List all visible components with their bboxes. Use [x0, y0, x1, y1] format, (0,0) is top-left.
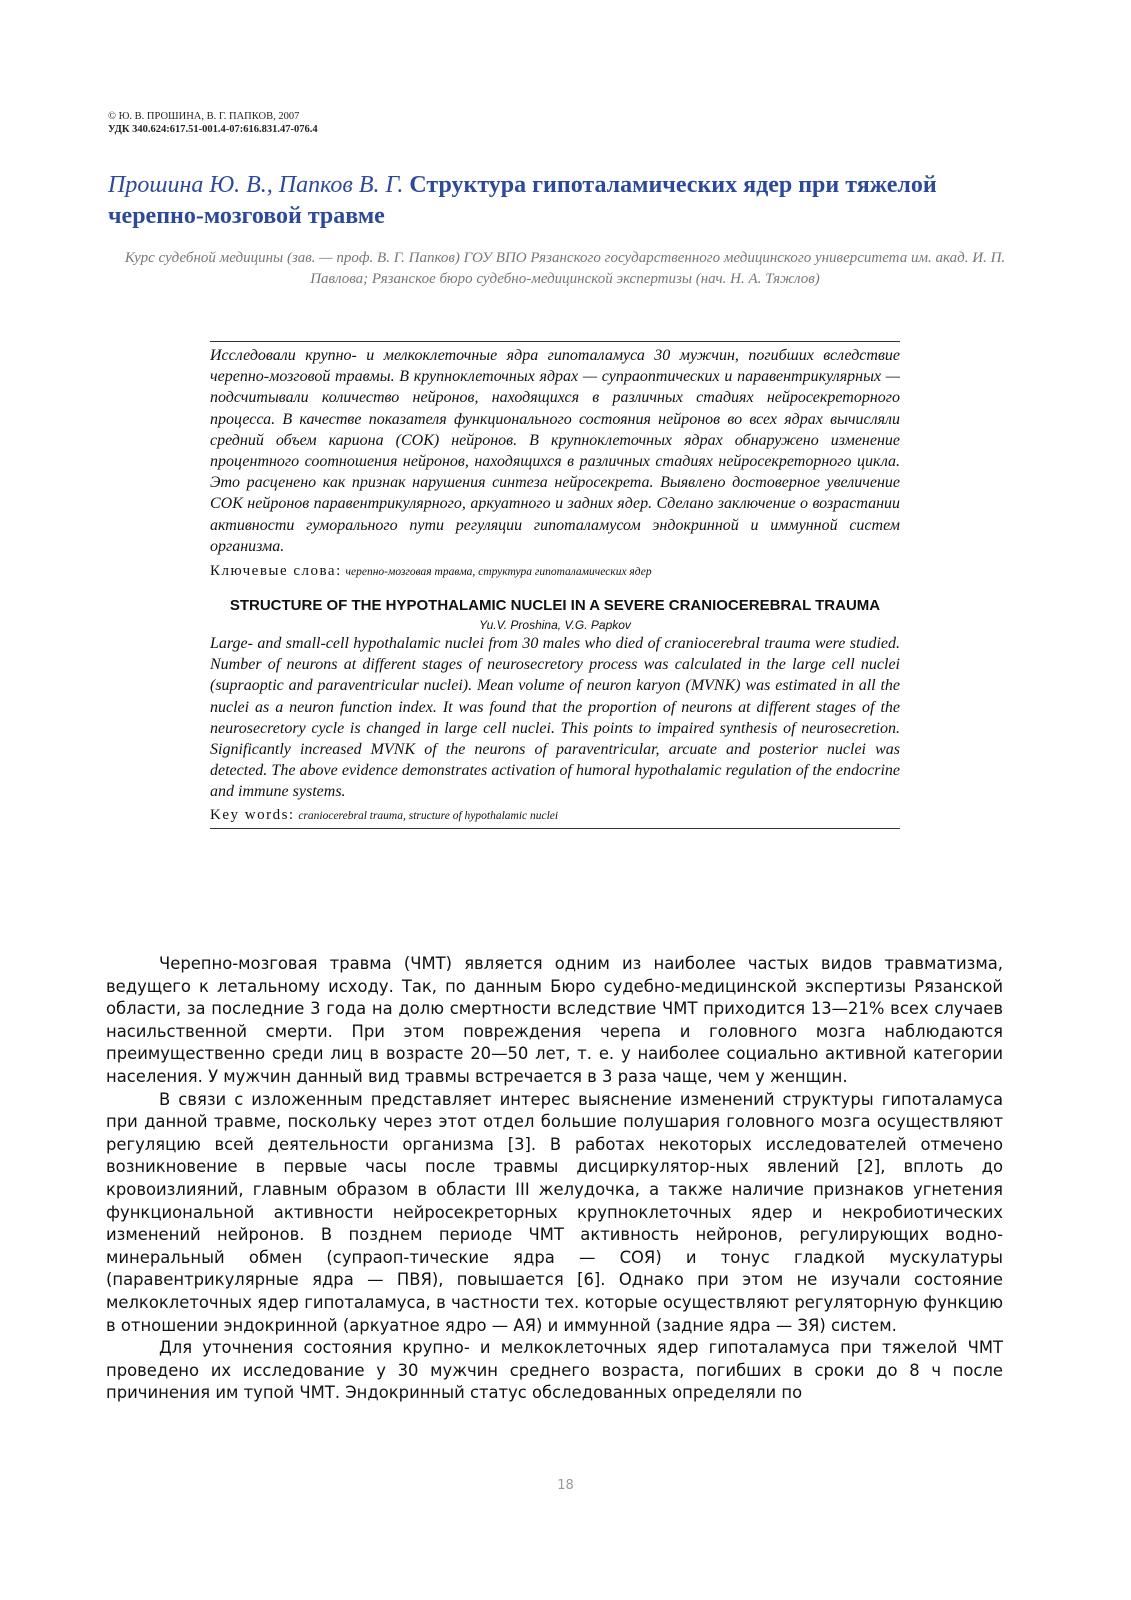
header-meta: [108, 110, 318, 136]
body-text: [106, 953, 1003, 1405]
abstract-en: Large- and small-cell hypothalamic nuclei from 30 males who died of craniocerebral trauma were studied. Number of neurons at different stages of neurosecretory process was calculated in the large cell nuclei (supraoptic and paraventricular nuclei). Mean volume of neuron karyon (MVNK) was estimated in all the nuclei as a neuron function index. It was found that the proportion of neurons at different stages of the neurosecretory cycle is changed in large cell nuclei. This points to impaired synthesis of neurosecretion. Significantly increased MVNK of the neurons of paraventricular, arcuate and posterior nuclei was detected. The above evidence demonstrates activation of humoral hypothalamic regulation of the endocrine and immune systems.: [210, 635, 900, 801]
keywords-ru-text: черепно-мозговая травма, структура гипоталамических ядер: [345, 566, 652, 579]
abstract-en-title: STRUCTURE OF THE HYPOTHALAMIC NUCLEI IN A SEVERE CRANIOCEREBRAL TRAUMA: [229, 597, 881, 615]
article-heading: [108, 170, 1008, 232]
affiliation: Курс судебной медицины (зав. — проф. В. Г. Папков) ГОУ ВПО Рязанского государственного медицинского университета им. акад. И. П. Павлова; Рязанское бюро судебно-медицинской экспертизы (нач. Н. А. Тяжлов): [124, 250, 1006, 287]
keywords-ru: [210, 561, 900, 582]
abstract-ru: Исследовали крупно- и мелкоклеточные ядра гипоталамуса 30 мужчин, погибших вследствие черепно-мозговой травмы. В крупноклеточных ядрах — супраоптических и паравентрикулярных — подсчитывали количество нейронов, находящихся в различных стадиях нейросекреторного процесса. В качестве показателя функционального состояния нейронов во всех ядрах вычисляли средний объем кариона (СОК) нейронов. В крупноклеточных ядрах обнаружено изменение процентного соотношения нейронов, находящихся в различных стадиях нейросекреторного цикла. Это расценено как признак нарушения синтеза нейросекрета. Выявлено достоверное увеличение СОК нейронов паравентрикулярного, аркуатного и задних ядер. Сделано заключение о возрастании активности гуморального пути регуляции гипоталамусом эндокринной и иммунной систем организма.: [210, 347, 900, 555]
article-authors: Прошина Ю. В., Папков В. Г.: [108, 172, 404, 198]
body-paragraph-2: В связи с изложенным представляет интерес выяснение изменений структуры гипоталамуса при данной травме, поскольку через этот отдел большие полушария головного мозга осуществляют регуляцию всей деятельности организма [3]. В работах некоторых исследователей отмечено возникновение в первые часы после травмы дисциркулятор-ных явлений [2], вплоть до кровоизлияний, главным образом в области III желудочка, а также наличие признаков угнетения функциональной активности нейросекреторных крупноклеточных ядер и некробиотических изменений нейронов. В позднем периоде ЧМТ активность нейронов, регулирующих водно-минеральный обмен (супраоп-тические ядра — СОЯ) и тонус гладкой мускулатуры (паравентрикулярные ядра — ПВЯ), повышается [6]. Однако при этом не изучали состояние мелкоклеточных ядер гипоталамуса, в частности тех. которые осуществляют регуляторную функцию в отношении эндокринной (аркуатное ядро — АЯ) и иммунной (задние ядра — ЗЯ) систем.: [106, 1089, 1003, 1335]
abstract-en-authors: Yu.V. Proshina, V.G. Papkov: [479, 618, 631, 633]
keywords-en-text: craniocerebral trauma, structure of hypothalamic nuclei: [298, 809, 559, 822]
udc-code: УДК 340.624:617.51-001.4-07:616.831.47-076.4: [108, 124, 318, 135]
body-paragraph-3: Для уточнения состояния крупно- и мелкоклеточных ядер гипоталамуса при тяжелой ЧМТ проведено их исследование у 30 мужчин среднего возраста, погибших в сроки до 8 ч после причинения им тупой ЧМТ. Эндокринный статус обследованных определяли по: [106, 1338, 1003, 1403]
keywords-ru-label: Ключевые слова:: [210, 563, 342, 580]
copyright-line: © Ю. В. ПРОШИНА, В. Г. ПАПКОВ, 2007: [108, 111, 300, 122]
page-number: 18: [557, 1478, 574, 1493]
abstract-box: [210, 341, 900, 829]
keywords-en-label: Key words:: [210, 806, 295, 823]
keywords-en: [210, 805, 900, 828]
body-paragraph-1: Черепно-мозговая травма (ЧМТ) является одним из наиболее частых видов травматизма, ведущего к летальному исходу. Так, по данным Бюро судебно-медицинской экспертизы Рязанской области, за последние 3 года на долю смертности вследствие ЧМТ приходится 13—21% всех случаев насильственной смерти. При этом повреждения черепа и головного мозга наблюдаются преимущественно среди лиц в возрасте 20—50 лет, т. е. у наиболее социально активной категории населения. У мужчин данный вид травмы встречается в 3 раза чаще, чем у женщин.: [106, 954, 1003, 1086]
article-title: Структура гипоталамических ядер при тяжелой черепно-мозговой травме: [108, 172, 937, 229]
